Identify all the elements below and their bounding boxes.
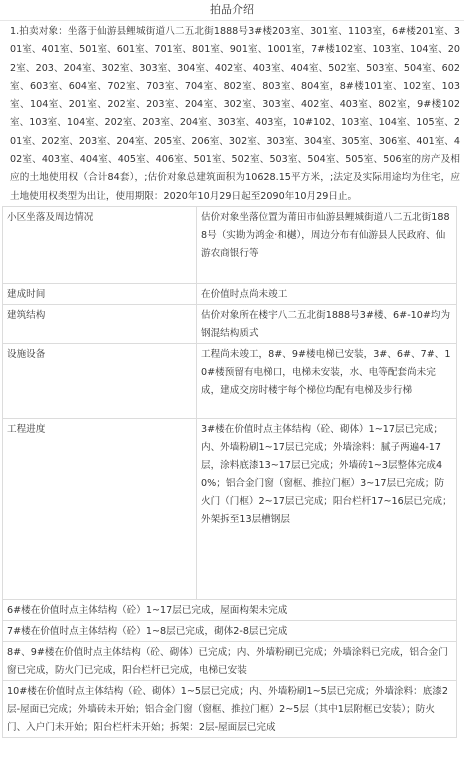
row-label: 小区坐落及周边情况 bbox=[3, 206, 197, 283]
row-label: 工程进度 bbox=[3, 418, 197, 599]
row-label: 建筑结构 bbox=[3, 304, 197, 343]
row-value: 3#楼在价值时点主体结构（砼、砌体）1~17层已完成；内、外墙粉刷1~17层已完成；外墙涂料：腻子两遍4-17层，涂料底漆13~17层已完成；外墙砖1~3层整体完成40%；铝合金门窗（窗框、推拉门框）3~17层已完成；防火门（门框）2~17层已完成；阳台栏杆17~16层已完成；外架拆至13层槽钢层 bbox=[197, 418, 457, 599]
table-row bbox=[3, 418, 457, 599]
full-row-text: 7#楼在价值时点主体结构（砼）1~8层已完成，砌体2-8层已完成 bbox=[3, 620, 457, 641]
row-label: 建成时间 bbox=[3, 283, 197, 304]
row-value: 在价值时点尚未竣工 bbox=[197, 283, 457, 304]
full-row-text: 10#楼在价值时点主体结构（砼、砌体）1~5层已完成；内、外墙粉刷1~5层已完成；外墙涂料：底漆2层-屋面已完成；外墙砖未开始；铝合金门窗（窗框、推拉门框）2~5层（其中1层附框已安装）；防火门、入户门未开始；阳台栏杆未开始；拆架：2层-屋面层已完成 bbox=[3, 680, 457, 737]
table-row bbox=[3, 283, 457, 304]
page-title: 拍品介绍 bbox=[0, 0, 464, 21]
table-row bbox=[3, 641, 457, 680]
table-row bbox=[3, 206, 457, 283]
property-info-table bbox=[2, 206, 457, 738]
row-value: 估价对象坐落位置为莆田市仙游县鲤城街道八二五北街1888号（实勘为鸿金·和樾），周边分布有仙游县人民政府、仙游农商银行等 bbox=[197, 206, 457, 283]
table-row bbox=[3, 599, 457, 620]
table-row bbox=[3, 680, 457, 737]
row-label: 设施设备 bbox=[3, 343, 197, 418]
full-row-text: 6#楼在价值时点主体结构（砼）1~17层已完成，屋面构架未完成 bbox=[3, 599, 457, 620]
table-row bbox=[3, 343, 457, 418]
intro-paragraph: 1.拍卖对象：坐落于仙游县鲤城街道八二五北街1888号3#楼203室、301室、1103室，6#楼201室、301室、401室、501室、601室、701室、801室、901室、1001室，7#楼102室、103室、104室、202室、203、204室、302室、303室、304室、402室、403室、404室、502室、503室、504室、602室、603室、604室、702室、703室、704室、802室、803室、804室，8#楼101室、102室、103室、104室、201室、202室、203室、204室、302室、303室、402室、403室、802室，9#楼102室、103室、104室、202室、203室、204室、303室、403室，10#102、103室、104室、105室、201室、202室、203室、204室、205室、206室、302室、303室、304室、305室、306室、401室、402室、403室、404室、405室、406室、501室、502室、503室、504室、505室、506室的房产及相应的土地使用权（合计84套），;估价对象总建筑面积为10628.15平方米，;法定及实际用途均为住宅，应土地使用权类型为出让，使用期限：2020年10月29日起至2090年10月29日止。 bbox=[10, 26, 460, 202]
row-value: 工程尚未竣工，8#、9#楼电梯已安装，3#、6#、7#、10#楼预留有电梯口，电梯未安装，水、电等配套尚未完成，建成交房时楼宇每个梯位均配有电梯及步行梯 bbox=[197, 343, 457, 418]
row-value: 估价对象所在楼宇八二五北街1888号3#楼、6#-10#均为钢混结构质式 bbox=[197, 304, 457, 343]
table-row bbox=[3, 620, 457, 641]
table-row bbox=[3, 304, 457, 343]
full-row-text: 8#、9#楼在价值时点主体结构（砼、砌体）已完成；内、外墙粉刷已完成；外墙涂料已完成，铝合金门窗已完成，防火门已完成，阳台栏杆已完成，电梯已安装 bbox=[3, 641, 457, 680]
